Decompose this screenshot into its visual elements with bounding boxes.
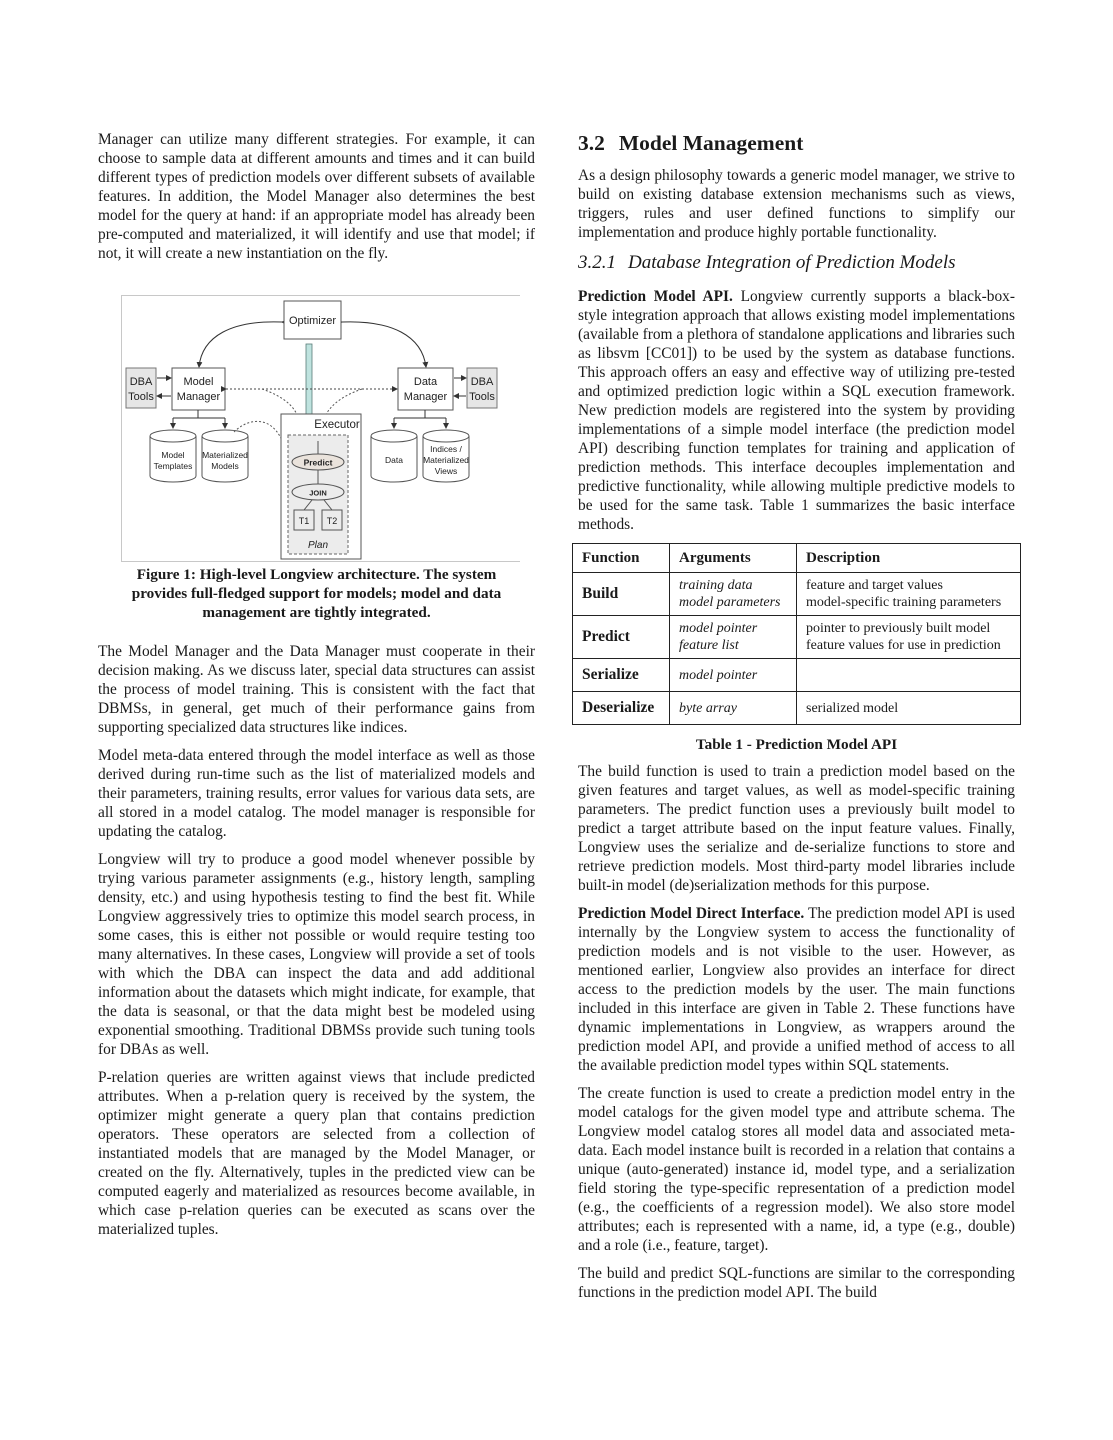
predict-label: Predict	[303, 457, 333, 468]
join-label: JOIN	[309, 488, 327, 498]
executor-label: Executor	[314, 419, 360, 431]
model-templates-line2: Templates	[153, 461, 193, 471]
indices-views-line2: Materialized	[423, 455, 469, 465]
paragraph-design-philosophy: As a design philosophy towards a generic model manager, we strive to build on existing database extension mechanisms such as views, triggers, rules and user defined functions to simplify our implementation and produce highly portable functionality.	[578, 167, 1015, 241]
indices-views-line3: Views	[434, 466, 458, 476]
figure-architecture	[121, 295, 520, 562]
table-header-row	[573, 544, 1021, 573]
cell-arguments	[670, 659, 797, 692]
cell-function: Predict	[573, 616, 670, 659]
cell-arguments	[670, 692, 797, 725]
dba-tools-left-line2: Tools	[128, 391, 154, 403]
table-row	[573, 616, 1021, 659]
cell-arguments	[670, 616, 797, 659]
section-heading	[578, 130, 1015, 156]
left-column	[98, 130, 535, 1248]
model-manager-line2: Manager	[176, 391, 221, 403]
cell-function: Deserialize	[573, 692, 670, 725]
description-line: pointer to previously built model	[806, 621, 991, 636]
paragraph-tuning: Longview will try to produce a good model whenever possible by trying various parameter assignments (e.g., history length, sampling density, etc.) and using hypothesis testing to find the best fit. While Longview aggressively tries to optimize this model search process, in some cases, this is either not possible or would require testing too many alternatives. In these cases, Longview will provide a set of tools with which the DBA can inspect the data and add additional information about the datasets which might indicate, for example, that the data is seasonal, or that the data might best be modeled using exponential smoothing. Traditional DBMSs provide such tuning tools for DBAs as well.	[98, 851, 535, 1058]
description-line: model-specific training parameters	[806, 595, 1002, 610]
subsection-heading	[578, 251, 1015, 275]
paragraph-prediction-api	[578, 287, 1015, 534]
model-manager-line1: Model	[183, 376, 214, 388]
dba-tools-right-line1: DBA	[470, 376, 494, 388]
cell-description	[797, 692, 1021, 725]
data-label: Data	[385, 455, 403, 465]
paragraph-metadata: Model meta-data entered through the model interface as well as those derived during run-time such as the list of materialized models and their parameters, training results, error values for various data sets, are all stored in a model catalog. The model manager is responsible for updating the catalog.	[98, 747, 535, 840]
model-templates-cylinder	[150, 430, 196, 482]
paragraph-build-function: The build function is used to train a prediction model based on the given features and target values, as well as model-specific training parameters. The predict function uses a previously built model to predict a target attribute based on the input feature values. Finally, Longview uses the serialize and de-serialize functions to store and retrieve prediction models. Most third-party model libraries include built-in model (de)serialization methods for this purpose.	[578, 763, 1015, 894]
t2-label: T2	[326, 516, 338, 526]
dba-tools-left-line1: DBA	[129, 376, 153, 388]
description-line: serialized model	[806, 700, 899, 716]
optimizer-to-model-manager-arrow	[199, 322, 282, 367]
paragraph-cooperation: The Model Manager and the Data Manager must cooperate in their decision making. As we discuss later, special data structures can assist the process of model training. This is consistent with the fact that DBMSs, in general, get much of their performance gains from supporting specialized data structures like indices.	[98, 643, 535, 736]
data-manager-box	[398, 368, 453, 410]
cell-description	[797, 616, 1021, 659]
indices-views-cylinder	[423, 430, 469, 482]
optimizer-label: Optimizer	[288, 315, 337, 327]
section-title: Model Management	[618, 131, 804, 155]
model-templates-line1: Model	[161, 450, 185, 460]
paragraph-lead: Prediction Model API.	[578, 288, 733, 305]
argument-line: training data	[679, 578, 753, 593]
description-line: feature and target values	[806, 578, 943, 593]
figure-caption: Figure 1: High-level Longview architecture. The system provides full-fledged support for models; model and data management are tightly integrated.	[131, 566, 502, 621]
materialized-models-line2: Models	[211, 461, 239, 471]
paragraph-create-function: The create function is used to create a prediction model entry in the model catalogs for the given model type and attribute schema. The Longview model catalog stores all model data and associated meta-data. Each model instance built is recorded in a relation that contains a unique (auto-generated) instance id, model type, and a serialization field storing the type-specific representation of a prediction model (e.g., the coefficients of a regression model). We also store model attributes; each is represented with a name, id, a type (e.g., double) and a role (i.e., feature, target).	[578, 1085, 1015, 1254]
paragraph-text: Longview currently supports a black-box-style integration approach that allows existing model implementations (available from a plethora of standalone applications and libraries such as libsvm [CC01]) to be used by the system as database functions. This approach offers an easy and effective way of utilizing pre-tested and optimized prediction logic within a SQL execution framework. New prediction models are registered into the system by providing implementations of a simple model interface (the prediction model API) describing function templates for training and application of prediction methods. This interface decouples implementation and predictive functionality, while allowing multiple predictive models to be used for the same task. Table 1 summarizes the basic interface methods.	[578, 288, 1015, 533]
table-row	[573, 659, 1021, 692]
optimizer-to-data-manager-arrow	[342, 322, 426, 367]
table-row	[573, 573, 1021, 616]
right-column	[578, 130, 1015, 1311]
paragraph-lead: Prediction Model Direct Interface.	[578, 905, 805, 922]
argument-line: model parameters	[679, 595, 781, 610]
materialized-models-cylinder	[202, 430, 248, 482]
table-header-arguments: Arguments	[670, 544, 797, 573]
table-row	[573, 692, 1021, 725]
paragraph-p-relation: P-relation queries are written against views that include predicted attributes. When a p-relation query is received by the system, the optimizer might generate a query plan that contains prediction operators. These operators are selected from a collection of instantiated models that are managed by the Model Manager, or created on the fly. Alternatively, tuples in the predicted view can be computed eagerly and materialized as resources become available, in which case p-relation queries can be executed as scans over the materialized tuples.	[98, 1069, 535, 1238]
cell-function: Build	[573, 573, 670, 616]
indices-views-line1: Indices /	[430, 444, 462, 454]
cell-arguments	[670, 573, 797, 616]
argument-line: byte array	[679, 700, 737, 716]
architecture-diagram	[122, 296, 520, 561]
table-caption: Table 1 - Prediction Model API	[695, 736, 898, 753]
data-manager-line1: Data	[413, 376, 438, 388]
materialized-models-line1: Materialized	[202, 450, 248, 460]
subsection-title: Database Integration of Prediction Models	[628, 252, 956, 273]
argument-line: model pointer	[679, 621, 758, 636]
t1-label: T1	[298, 516, 310, 526]
model-manager-box	[172, 368, 225, 410]
data-cylinder	[371, 430, 417, 482]
table-header-function: Function	[573, 544, 670, 573]
argument-line: feature list	[679, 638, 739, 653]
cell-function: Serialize	[573, 659, 670, 692]
cell-description	[797, 573, 1021, 616]
plan-label: Plan	[307, 540, 329, 551]
argument-line: model pointer	[679, 667, 758, 683]
description-line: feature values for use in prediction	[806, 638, 1001, 653]
table-header-description: Description	[797, 544, 1021, 573]
paragraph-direct-interface	[578, 904, 1015, 1075]
paragraph-sql-functions: The build and predict SQL-functions are similar to the corresponding functions in the prediction model API. The build	[578, 1265, 1015, 1301]
paragraph-intro: Manager can utilize many different strategies. For example, it can choose to sample data at different amounts and times and it can build different types of prediction models over different subsets of available features. In addition, the Model Manager also determines the best model for the query at hand: if an appropriate model has already been pre-computed and materialized, it will identify and use that model; if not, it will create a new instantiation on the fly.	[98, 131, 535, 262]
cell-description	[797, 659, 1021, 692]
section-number: 3.2	[578, 131, 605, 155]
dba-tools-right-line2: Tools	[469, 391, 495, 403]
api-table	[572, 543, 1021, 725]
paragraph-text: The prediction model API is used internally by the Longview system to access the functionality of prediction models and is not visible to the user. However, as mentioned earlier, Longview also provides an interface for direct access to the prediction models by the user. The main functions included in this interface are given in Table 2. These functions have dynamic implementations in Longview, as wrappers around the prediction model API, and provide a unified method of access to all the available prediction model types within SQL statements.	[578, 905, 1015, 1074]
subsection-number: 3.2.1	[578, 252, 616, 273]
data-manager-line2: Manager	[403, 391, 448, 403]
